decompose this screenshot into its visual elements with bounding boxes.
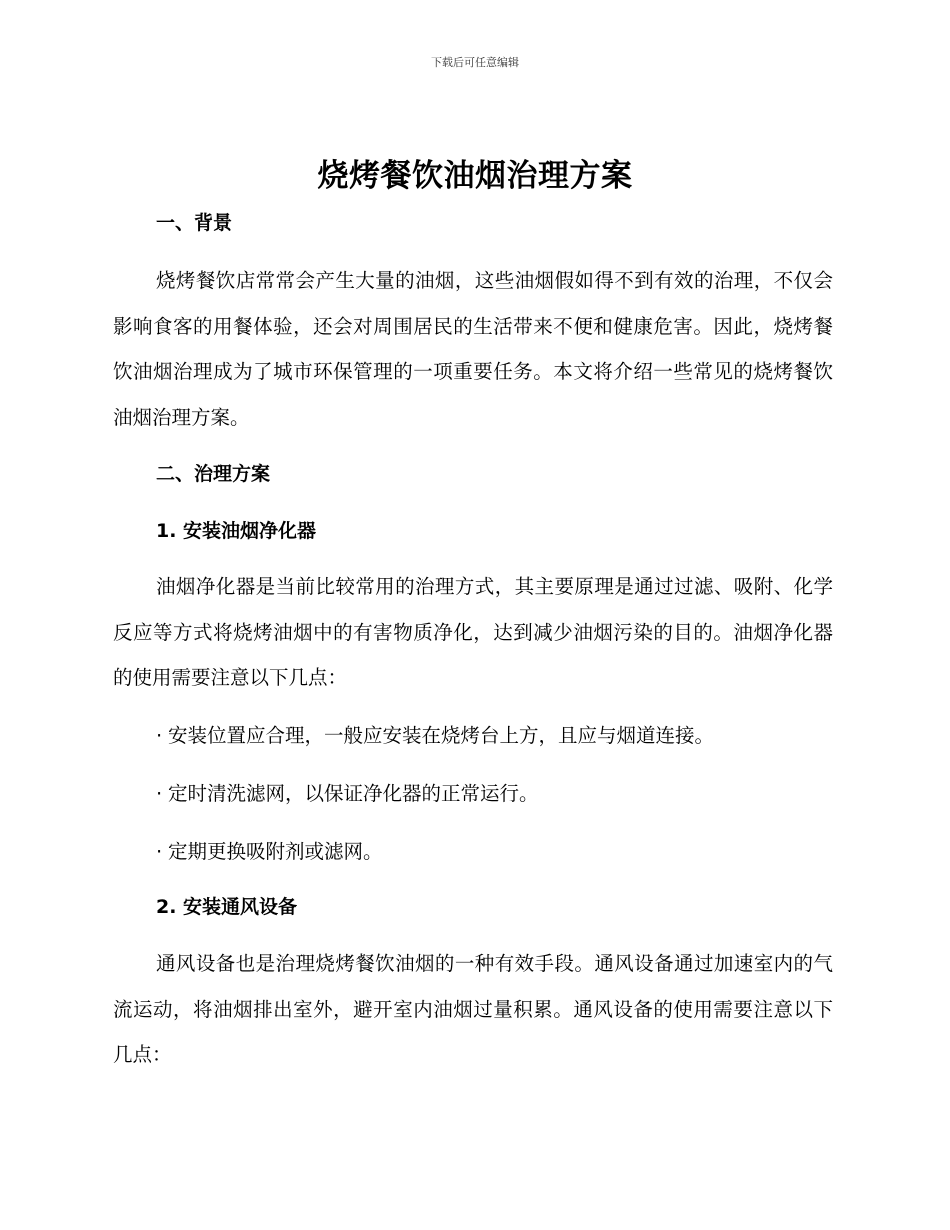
bullet-text: 定期更换吸附剂或滤网。 bbox=[168, 840, 383, 863]
list-item bbox=[156, 836, 383, 864]
list-item bbox=[156, 778, 539, 806]
list-item bbox=[156, 720, 714, 748]
bullet-mark: · bbox=[156, 840, 163, 863]
document-title: 烧烤餐饮油烟治理方案 bbox=[317, 158, 633, 194]
heading-install-ventilation: 2. 安装通风设备 bbox=[156, 896, 298, 918]
heading-plan: 二、治理方案 bbox=[156, 463, 271, 485]
paragraph-purifier: 油烟净化器是当前比较常用的治理方式，其主要原理是通过过滤、吸附、化学反应等方式将烧烤油烟中的有害物质净化，达到减少油烟污染的目的。油烟净化器的使用需要注意以下几点： bbox=[113, 575, 833, 689]
paragraph-background: 烧烤餐饮店常常会产生大量的油烟，这些油烟假如得不到有效的治理，不仅会影响食客的用餐体验，还会对周围居民的生活带来不便和健康危害。因此，烧烤餐饮油烟治理成为了城市环保管理的一项重要任务。本文将介绍一些常见的烧烤餐饮油烟治理方案。 bbox=[113, 269, 833, 429]
page-header-note: 下载后可任意编辑 bbox=[431, 56, 519, 69]
heading-install-purifier: 1. 安装油烟净化器 bbox=[156, 520, 317, 542]
bullet-text: 定时清洗滤网，以保证净化器的正常运行。 bbox=[168, 782, 539, 805]
heading-background: 一、背景 bbox=[156, 212, 233, 234]
bullet-mark: · bbox=[156, 724, 163, 747]
bullet-text: 安装位置应合理，一般应安装在烧烤台上方，且应与烟道连接。 bbox=[168, 724, 715, 747]
bullet-mark: · bbox=[156, 782, 163, 805]
paragraph-ventilation: 通风设备也是治理烧烤餐饮油烟的一种有效手段。通风设备通过加速室内的气流运动，将油烟排出室外，避开室内油烟过量积累。通风设备的使用需要注意以下几点： bbox=[113, 952, 833, 1066]
